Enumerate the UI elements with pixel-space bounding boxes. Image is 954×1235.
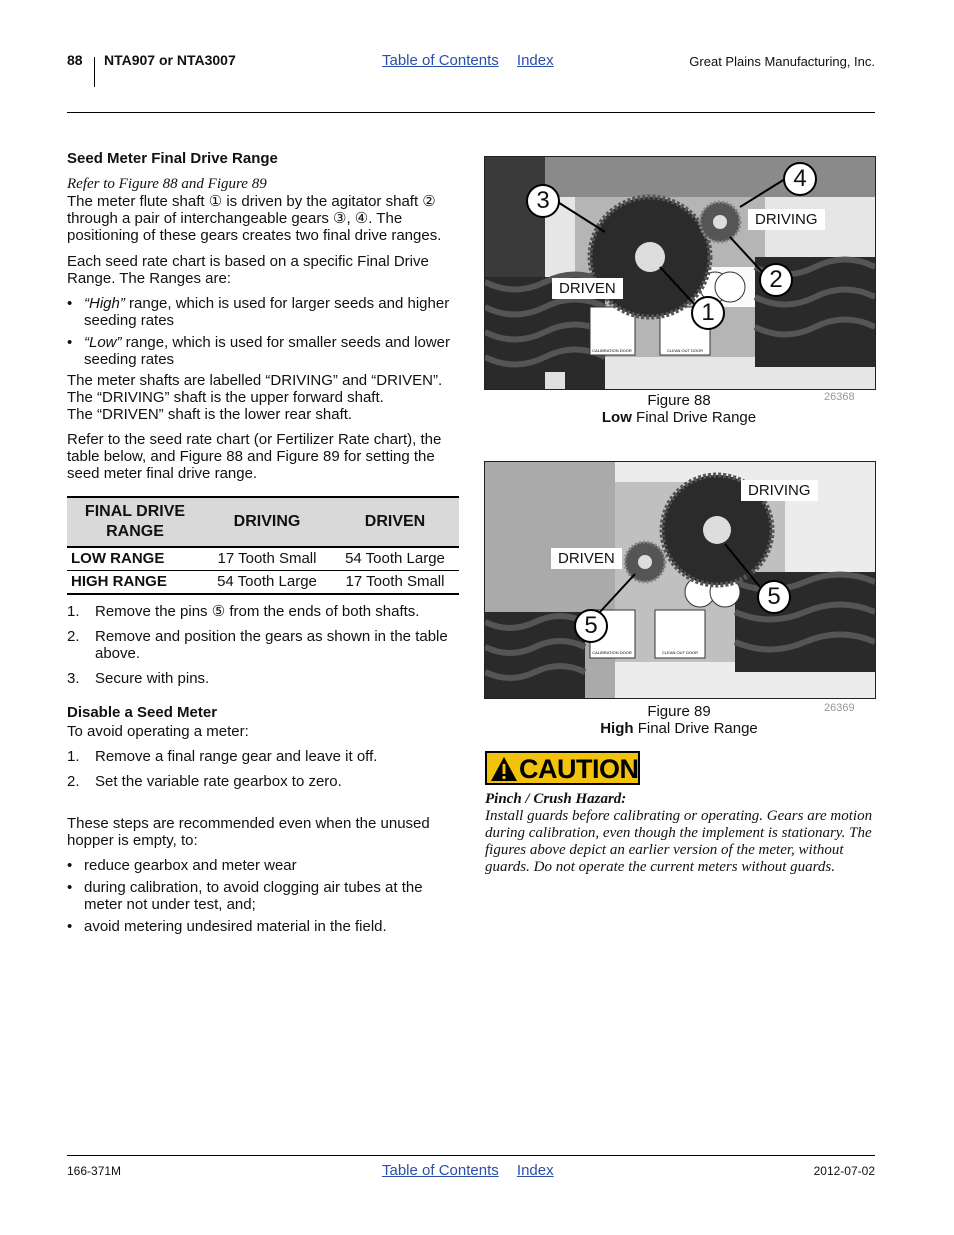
paragraph: These steps are recommended even when the unused hopper is empty, to: [67,815,430,849]
caution-message [485,791,877,876]
header-nav [382,52,568,69]
figure-89-photo [484,461,876,699]
list-item: 3. Secure with pins. [67,670,210,687]
list-item: • during calibration, to avoid clogging air tubes at the meter not under test, and; [67,879,459,913]
caution-title: Pinch / Crush Hazard: [485,791,627,807]
company-name: Great Plains Manufacturing, Inc. [689,54,875,69]
figure-reference: Refer to Figure 88 and Figure 89 [67,176,267,192]
table-header: DRIVING [203,497,331,547]
label-driving: DRIVING [741,480,818,501]
paragraph: Refer to the seed rate chart (or Fertilizer Rate chart), the table below, and Figure 88 and Figure 89 for setting the seed meter final drive range. [67,431,442,482]
label-driving: DRIVING [748,209,825,230]
paragraph: To avoid operating a meter: [67,723,249,740]
table-row: LOW RANGE 17 Tooth Small 54 Tooth Large [67,547,459,571]
label-driven: DRIVEN [552,278,623,299]
list-item: 1. Remove the pins ⑤ from the ends of both shafts. [67,603,420,620]
callout-1: 1 [691,296,725,330]
left-column [67,150,459,940]
paragraph: The meter shafts are labelled “DRIVING” and “DRIVEN”. The “DRIVING” shaft is the upper forward shaft. The “DRIVEN” shaft is the lower rear shaft. [67,372,443,423]
model-title: NTA907 or NTA3007 [104,52,236,68]
section-heading-disable: Disable a Seed Meter [67,704,218,721]
decal-text: CLEAN OUT DOOR [662,650,698,655]
decal-text: CALIBRATION DOOR [592,650,632,655]
figure-88-photo [484,156,876,390]
header-rule [67,112,875,113]
index-link[interactable]: Index [516,52,554,69]
paragraph: The meter flute shaft ① is driven by the agitator shaft ② through a pair of interchangeable gears ③, ④. The positioning of these gears creates two final drive ranges. [67,193,442,244]
footer-nav [382,1162,568,1179]
list-item: • reduce gearbox and meter wear [67,857,459,874]
decal-text: CLEAN OUT DOOR [667,348,703,353]
range-list [67,295,459,368]
callout-2: 2 [759,263,793,297]
index-link[interactable]: Index [516,1162,554,1179]
caution-body: Install guards before calibrating or operating. Gears are motion during calibration, even though the implement is stationary. The figures above depict an earlier version of the meter, without guards. Do not operate the current meters without guards. [485,808,873,875]
gear-steps [67,603,459,687]
paragraph: Each seed rate chart is based on a specific Final Drive Range. The Ranges are: [67,253,429,287]
table-row: HIGH RANGE 54 Tooth Large 17 Tooth Small [67,571,459,595]
page-number: 88 [67,52,83,68]
reasons-list [67,857,459,935]
footer-rule [67,1155,875,1156]
list-item: • avoid metering undesired material in the field. [67,918,459,935]
footer-date: 2012-07-02 [813,1164,875,1178]
section-heading-final-drive: Seed Meter Final Drive Range [67,150,278,167]
warning-triangle-icon [490,756,518,782]
list-item: 1. Remove a final range gear and leave it off. [67,748,378,765]
doc-number: 166-371M [67,1164,122,1178]
table-header: FINAL DRIVE RANGE [67,497,203,547]
toc-link[interactable]: Table of Contents [382,1162,499,1179]
list-item: 2. Set the variable rate gearbox to zero. [67,773,342,790]
decal-text: CALIBRATION DOOR [592,348,632,353]
list-item: 2. Remove and position the gears as shown in the table above. [67,628,448,662]
photo-id: 26368 [824,391,855,403]
callout-5: 5 [757,580,791,614]
final-drive-table [67,496,459,595]
toc-link[interactable]: Table of Contents [382,52,499,69]
figure-88-caption: Figure 88 Low Final Drive Range [601,392,757,426]
disable-steps [67,748,459,790]
table-header: DRIVEN [331,497,459,547]
figure-89-caption: Figure 89 High Final Drive Range [600,703,758,737]
photo-id: 26369 [824,702,855,714]
callout-3: 3 [526,184,560,218]
caution-label: CAUTION [485,751,640,785]
callout-4: 4 [783,162,817,196]
header-divider [94,57,95,87]
list-item: • “High” range, which is used for larger seeds and higher seeding rates [67,295,459,329]
callout-5: 5 [574,609,608,643]
list-item: • “Low” range, which is used for smaller seeds and lower seeding rates [67,334,459,368]
label-driven: DRIVEN [551,548,622,569]
